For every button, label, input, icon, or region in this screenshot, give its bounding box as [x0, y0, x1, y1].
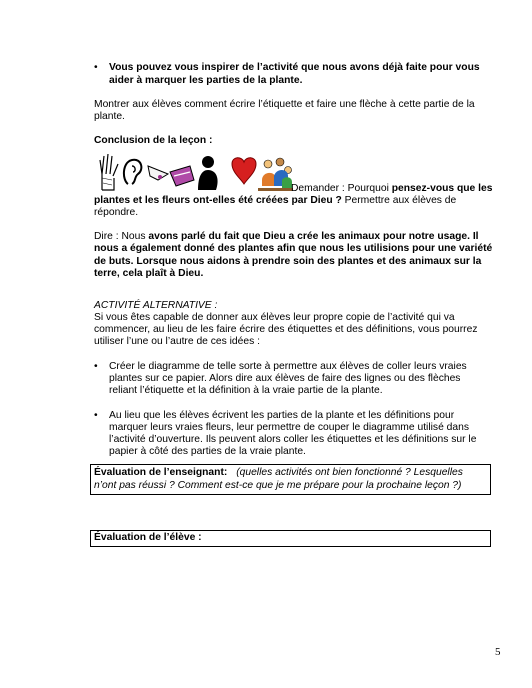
teacher-eval-label: Évaluation de l’enseignant:: [94, 467, 228, 478]
teacher-eval-question2: n’ont pas réussi ? Comment est-ce que je me prépare pour la prochaine leçon ?): [94, 480, 462, 491]
bullet1-line2: plantes sur ce papier. Alors dire aux élèves de faire des lignes ou des flèches: [109, 373, 461, 384]
bullet2-line4: papier à côté des parties de la vraie plante.: [109, 446, 306, 457]
bullet2-line2: marquer leurs vraies fleurs, leur permettre de couper le diagramme utilisé dans: [109, 422, 469, 433]
children-praying-icon: [258, 158, 293, 191]
say-line3: de buts. Lorsque nous aidons à prendre soin des plantes et des animaux sur la: [94, 256, 482, 267]
show-paragraph-line2: plante.: [94, 111, 125, 122]
nose-icon: [148, 166, 168, 180]
eyes-icon: [198, 156, 218, 190]
alternative-line2: commencer, au lieu de les faire écrire des étiquettes et des définitions, vous pourrez: [94, 324, 478, 335]
say-line4: terre, cela plaît à Dieu.: [94, 268, 204, 279]
student-evaluation-box: [90, 530, 491, 547]
bullet2-line1: Au lieu que les élèves écrivent les parties de la plante et les définitions pour: [109, 410, 455, 421]
say-bold-a: avons parlé du fait que Dieu a crée les animaux pour notre usage. Il: [148, 231, 479, 242]
bullet-dot: •: [94, 62, 98, 73]
senses-icon-strip: [98, 150, 293, 192]
say-prefix: Dire : Nous: [94, 231, 149, 242]
intro-bullet-line2: aider à marquer les parties de la plante.: [109, 75, 303, 86]
ask-bold-a: pensez-vous que les: [391, 183, 493, 194]
bullet1-line1: Créer le diagramme de telle sorte à permettre aux élèves de coller leurs vraies: [109, 361, 467, 372]
show-paragraph-line1: Montrer aux élèves comment écrire l’étiquette et faire une flèche à cette partie de la: [94, 99, 475, 110]
alternative-line3: utiliser l’une ou l’autre de ces idées :: [94, 336, 260, 347]
bullet1-line3: reliant l’étiquette et la définition à la vraie partie de la plante.: [109, 385, 383, 396]
alternative-line1: Si vous êtes capable de donner aux élèves leur propre copie de l’activité qui va: [94, 312, 455, 323]
teacher-evaluation-box: [90, 464, 491, 495]
ask-prefix: Demander : Pourquoi: [291, 183, 392, 194]
ask-line3: répondre.: [94, 207, 139, 218]
ask-bold-b: plantes et les fleurs ont-elles été créées par Dieu ?: [94, 195, 342, 206]
conclusion-heading: Conclusion de la leçon :: [94, 135, 213, 146]
teacher-eval-question1: (quelles activités ont bien fonctionné ? Lesquelles: [236, 467, 463, 478]
bullet-dot: •: [94, 410, 98, 421]
hand-icon: [100, 154, 118, 190]
alternative-heading: ACTIVITÉ ALTERNATIVE :: [94, 300, 218, 311]
tongue-icon: [170, 166, 194, 186]
ask-suffix: Permettre aux élèves de: [341, 195, 457, 206]
say-line2: nous a également donné des plantes afin que nous les utilisions pour une variété: [94, 243, 493, 254]
bullet2-line3: l’activité d’ouverture. Ils peuvent alors coller les étiquettes et les définitions sur le: [109, 434, 477, 445]
page-number: 5: [495, 646, 501, 658]
ear-icon: [124, 160, 141, 184]
intro-bullet-line1: Vous pouvez vous inspirer de l’activité que nous avons déjà faite pour vous: [109, 62, 480, 73]
student-eval-label: Évaluation de l’élève :: [94, 532, 202, 543]
heart-icon: [232, 158, 256, 184]
bullet-dot: •: [94, 361, 98, 372]
